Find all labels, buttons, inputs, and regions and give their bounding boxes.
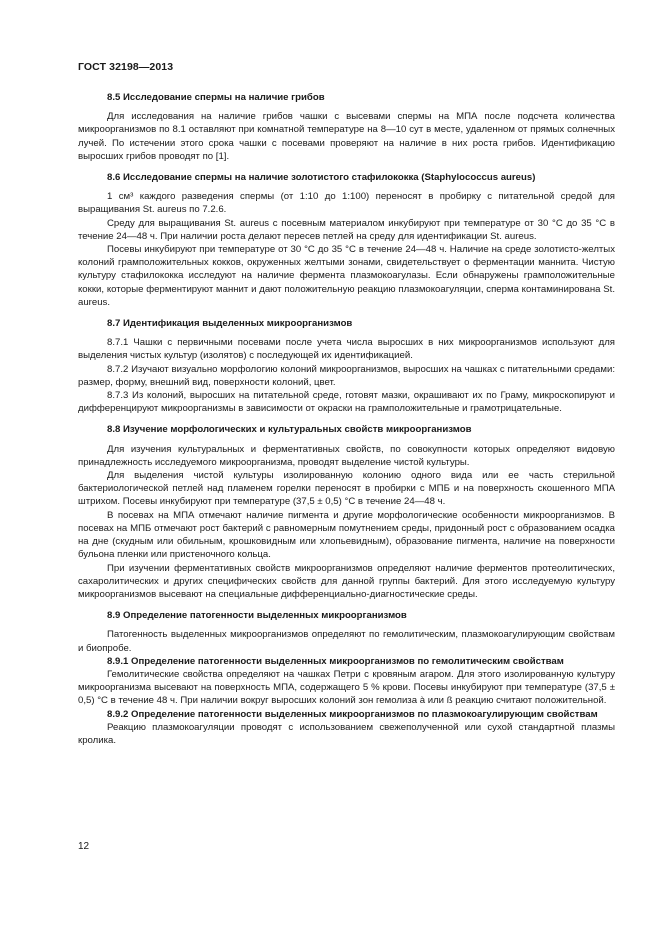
paragraph: Для исследования на наличие грибов чашки с высевами спермы на МПА после подсчета количества микроорганизмов по 8.1 оставляют при комнатной температуре на 8—10 сут в месте, удаленном от прямых солнечных лучей. По истечении этого срока чашки с посевами проверяют на наличие в них роста грибов. Идентификацию выросших грибов проводят по [1]. xyxy=(78,111,615,162)
paragraph: 1 см³ каждого разведения спермы (от 1:10 до 1:100) переносят в пробирку с питательной средой для выращивания St. aureus по 7.2.6. xyxy=(78,191,615,216)
section-heading-8-8: 8.8 Изучение морфологических и культуральных свойств микроорганизмов xyxy=(107,424,472,436)
paragraph: Патогенность выделенных микроорганизмов определяют по гемолитическим, плазмокоагулирующим свойствам и биопробе. xyxy=(78,629,615,654)
paragraph: В посевах на МПА отмечают наличие пигмента и другие морфологические особенности микроорганизмов. В посевах на МПБ отмечают рост бактерий с равномерным помутнением среды, придонный рост с образованием осадка на дне (скудным или обильным, крошковидным или хлопьевидным), образование пигмента, наличие на поверхности бульона пленки или пристеночного кольца. xyxy=(78,509,615,561)
standard-header: ГОСТ 32198—2013 xyxy=(78,61,174,73)
section-heading-8-6: 8.6 Исследование спермы на наличие золотистого стафилококка (Staphylococcus aureus) xyxy=(107,172,536,184)
paragraph: Гемолитические свойства определяют на чашках Петри с кровяным агаром. Для этого изолированную культуру микроорганизма высевают на поверхность МПА, содержащего 5 % крови. Посевы инкубируют при температуре (37,5 ± 0,5) °С в течение 48 ч. При наличии вокруг выросших колоний зон гемолиза à или ß реакцию считают положительной. xyxy=(78,668,615,707)
paragraph: Посевы инкубируют при температуре от 30 °С до 35 °С в течение 24—48 ч. Наличие на среде золотисто-желтых колоний грамположительных кокков, окруженных желтыми зонами, свидетельствует о ферментации маннита. Чистую культуру стафилококка исследуют на наличие фермента плазмокоагулазы. Если обнаружены грамположительные кокки, которые ферментируют маннит и дают положительную реакцию плазмокоагуляции, сперма контаминирована St. aureus. xyxy=(78,244,615,308)
section-heading-8-9: 8.9 Определение патогенности выделенных микроорганизмов xyxy=(107,610,407,622)
section-heading-8-7: 8.7 Идентификация выделенных микроорганизмов xyxy=(107,318,353,330)
paragraph: 8.7.1 Чашки с первичными посевами после учета числа выросших в них микроорганизмов используют для выделения чистых культур (изолятов) с последующей их идентификацией. xyxy=(78,337,615,362)
paragraph: Для выделения чистой культуры изолированную колонию одного вида или ее часть стерильной бактериологической петлей над пламенем горелки переносят в пробирки с МПБ и на поверхность скошенного МПА штрихом. Посевы инкубируют при температуре (37,5 ± 0,5) °С в течение 24—48 ч. xyxy=(78,470,615,508)
paragraph: Реакцию плазмокоагуляции проводят с использованием свежеполученной или сухой стандартной плазмы кролика. xyxy=(78,721,615,746)
paragraph: При изучении ферментативных свойств микроорганизмов определяют наличие ферментов протеолитических, сахаролитических и других специфических свойств для данной группы бактерий. Для этого исследуемую культуру микроорганизмов высевают на специальные дифференциально-диагностические среды. xyxy=(78,562,615,600)
paragraph: Среду для выращивания St. aureus с посевным материалом инкубируют при температуре от 30 °С до 35 °С в течение 24—48 ч. При наличии роста делают пересев петлей на среду для идентификации St. aureus. xyxy=(78,217,615,242)
section-heading-8-5: 8.5 Исследование спермы на наличие грибов xyxy=(107,92,325,103)
paragraph: 8.7.2 Изучают визуально морфологию колоний микроорганизмов, выросших на чашках с питательными средами: размер, форму, внешний вид, поверхности колоний, цвет. xyxy=(78,363,615,388)
paragraph: 8.7.3 Из колоний, выросших на питательной среде, готовят мазки, окрашивают их по Граму, микроскопируют и дифференцируют микроорганизмы в зависимости от окраски на грамположительные и грамотрицательные. xyxy=(78,390,615,415)
paragraph: Для изучения культуральных и ферментативных свойств, по совокупности которых определяют видовую принадлежность исследуемого микроорганизма, проводят выделение чистой культуры. xyxy=(78,443,615,468)
subsection-heading-8-9-1: 8.9.1 Определение патогенности выделенных микроорганизмов по гемолитическим свойствам xyxy=(107,655,564,667)
subsection-heading-8-9-2: 8.9.2 Определение патогенности выделенных микроорганизмов по плазмокоагулирующим свойствам xyxy=(107,708,598,720)
page-number: 12 xyxy=(78,841,90,852)
document-body xyxy=(78,91,615,747)
